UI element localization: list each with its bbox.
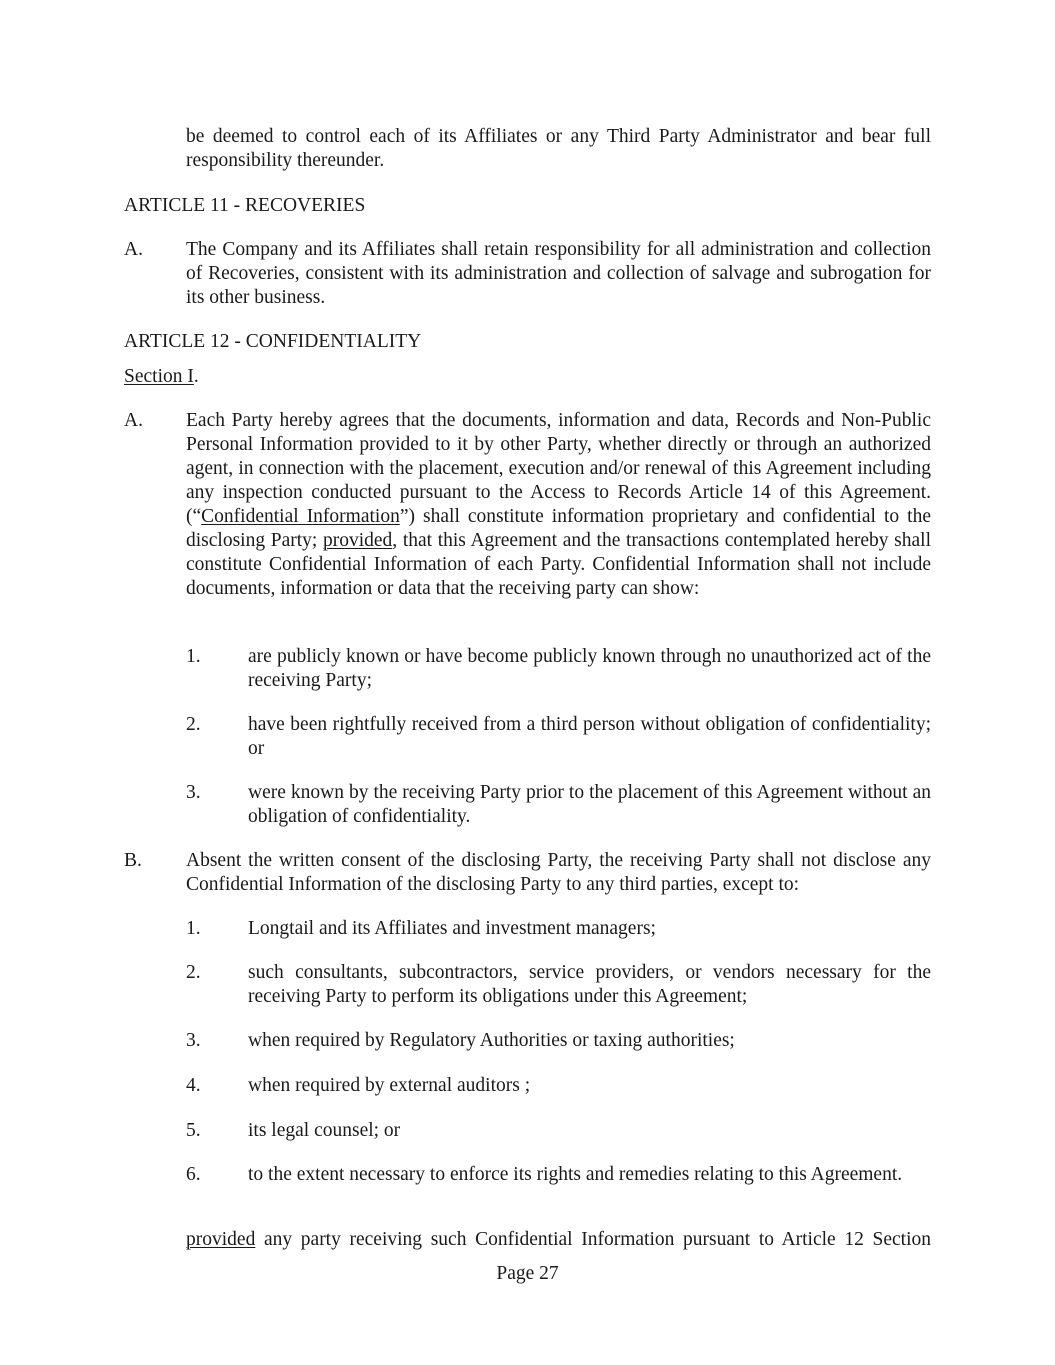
- section-label-suffix: .: [193, 366, 199, 387]
- list-item: were known by the receiving Party prior to the placement of this Agreement without an obligation of confidentiality.: [248, 782, 931, 827]
- list-item-number: 1.: [186, 918, 201, 939]
- article-11-paragraph-a-text: The Company and its Affiliates shall retain responsibility for all administration and collection of Recoveries, consistent with its administration and collection of salvage and subrogation for its other business.: [186, 239, 931, 308]
- list-item-number: 6.: [186, 1164, 201, 1185]
- list-item-number: 2.: [186, 962, 201, 983]
- carryover-paragraph: be deemed to control each of its Affiliates or any Third Party Administrator and bear full responsibility thereunder.: [186, 126, 931, 171]
- list-item: when required by Regulatory Authorities or taxing authorities;: [248, 1030, 735, 1051]
- list-item: are publicly known or have become publicly known through no unauthorized act of the receiving Party;: [248, 646, 931, 691]
- list-item: have been rightfully received from a third person without obligation of confidentiality; or: [248, 714, 931, 759]
- paragraph-a-text-part-3: , that this Agreement and the transactions contemplated hereby shall constitute Confidential Information of each Party. Confidential Information shall not include documents, information or data that the receiving party can show:: [186, 530, 931, 599]
- article-11-paragraph-a-label: A.: [124, 239, 143, 260]
- closing-provided-line: [186, 1228, 931, 1252]
- article-12-paragraph-a-label: A.: [124, 410, 143, 431]
- closing-provided-text: any party receiving such Confidential Information pursuant to Article 12 Section: [255, 1228, 931, 1250]
- article-12-heading: ARTICLE 12 - CONFIDENTIALITY: [124, 331, 422, 352]
- list-item-number: 2.: [186, 714, 201, 735]
- closing-provided-term: provided: [186, 1228, 256, 1250]
- list-item: when required by external auditors ;: [248, 1075, 531, 1096]
- list-item-number: 1.: [186, 646, 201, 667]
- list-item-number: 5.: [186, 1120, 201, 1141]
- list-item: its legal counsel; or: [248, 1120, 401, 1141]
- article-12-paragraph-b-label: B.: [124, 850, 142, 871]
- confidential-information-term: Confidential Information: [201, 506, 400, 527]
- page-number: Page 27: [496, 1263, 559, 1284]
- article-11-heading: ARTICLE 11 - RECOVERIES: [124, 195, 366, 216]
- provided-term: provided: [322, 530, 393, 551]
- article-12-paragraph-a-text: [186, 409, 931, 601]
- list-item: Longtail and its Affiliates and investment managers;: [248, 918, 656, 939]
- section-label-text: Section I: [124, 366, 194, 387]
- article-12-paragraph-b-text: Absent the written consent of the disclosing Party, the receiving Party shall not disclose any Confidential Information of the disclosing Party to any third parties, except to:: [186, 850, 931, 895]
- section-label: [124, 365, 199, 389]
- list-item: to the extent necessary to enforce its rights and remedies relating to this Agreement.: [248, 1164, 903, 1185]
- list-item: such consultants, subcontractors, service providers, or vendors necessary for the receiving Party to perform its obligations under this Agreement;: [248, 962, 931, 1007]
- list-item-number: 3.: [186, 782, 201, 803]
- paragraph-a-text-part-1: Each Party hereby agrees that the documents, information and data, Records and Non-Public Personal Information provided to it by other Party, whether directly or through an authorized agent, in connection with the placement, execution and/or renewal of this Agreement including any inspection conducted pursuant to the Access to Records Article 14 of this Agreement. (“: [186, 410, 931, 527]
- paragraph-a-text-part-2: ”) shall constitute information proprietary and confidential to the disclosing Party;: [186, 506, 931, 551]
- list-item-number: 3.: [186, 1030, 201, 1051]
- list-item-number: 4.: [186, 1075, 201, 1096]
